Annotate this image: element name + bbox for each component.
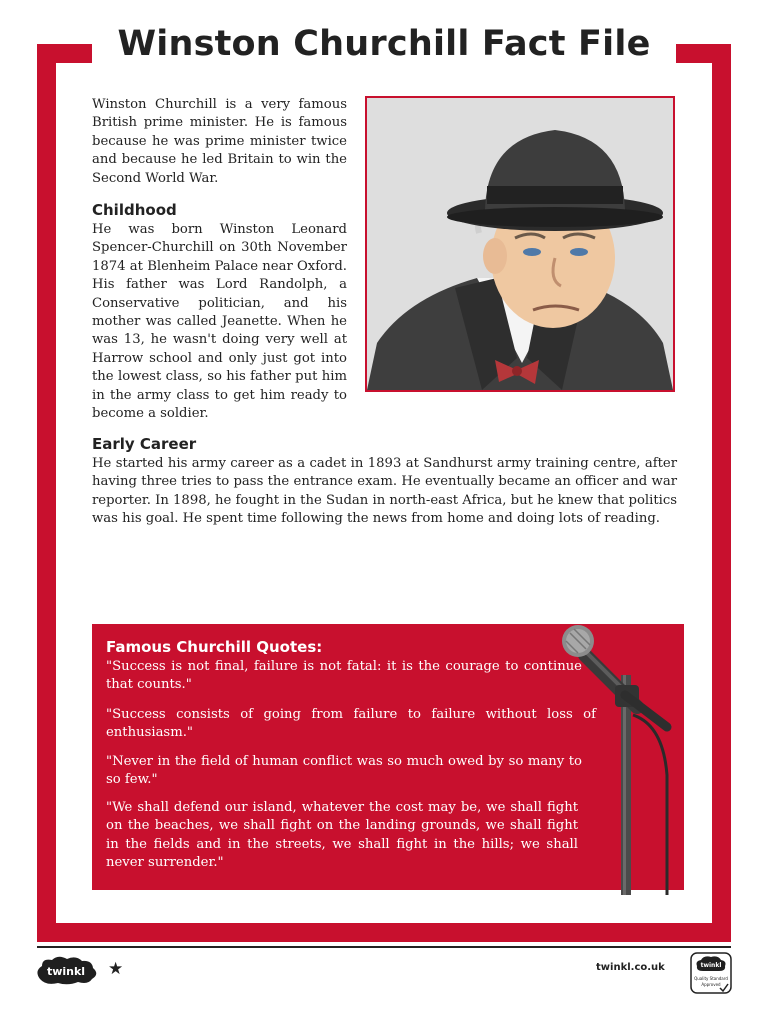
badge-line-2: Approved [701, 982, 721, 987]
logo-text: twinkl [46, 965, 86, 978]
quote-item: "We shall defend our island, whatever the cost may be, we shall fight on the beaches, we shall fight on the landing grounds, we shall fight in the fields and in the streets, we shall fight in the hills; we shall never surrender." [106, 800, 578, 871]
portrait-illustration [367, 98, 673, 390]
badge-line-1: Quality Standard [694, 976, 728, 981]
page-title: Winston Churchill Fact File [117, 24, 651, 64]
star-icon: ★ [108, 959, 124, 979]
childhood-heading: Childhood [92, 201, 177, 219]
microphone-icon [545, 615, 685, 895]
quotes-heading: Famous Churchill Quotes: [106, 638, 323, 656]
badge-brand: twinkl [700, 962, 722, 969]
early-career-heading: Early Career [92, 435, 197, 453]
quote-item: "Success consists of going from failure to failure without loss of enthusiasm." [106, 707, 596, 741]
quote-item: "Never in the field of human conflict was so much owed by so many to so few." [106, 754, 582, 788]
early-career-paragraph: He started his army career as a cadet in 1893 at Sandhurst army training centre, after having three tries to pass the entrance exam. He eventually became an officer and war reporter. In 1898, he fought in the Sudan in north-east Africa, but he knew that politics was his goal. He spent time following the news from home and doing lots of reading. [92, 456, 677, 527]
footer-divider [37, 946, 731, 948]
twinkl-logo[interactable] [34, 955, 98, 985]
intro-paragraph: Winston Churchill is a very famous British prime minister. He is famous because he was prime minister twice and because he led Britain to win the Second World War. [92, 97, 347, 186]
churchill-portrait [365, 96, 675, 392]
childhood-paragraph: He was born Winston Leonard Spencer-Churchill on 30th November 1874 at Blenheim Palace near Oxford. His father was Lord Randolph, a Conservative politician, and his mother was called Jeanette. When he was 13, he wasn't doing very well at Harrow school and only just got into the lowest class, so his father put him in the army class to get him ready to become a soldier. [92, 222, 347, 422]
quote-item: "Success is not final, failure is not fatal: it is the courage to continue that counts." [106, 659, 582, 693]
website-link[interactable]: twinkl.co.uk [596, 962, 665, 973]
quality-badge-icon [690, 952, 732, 994]
